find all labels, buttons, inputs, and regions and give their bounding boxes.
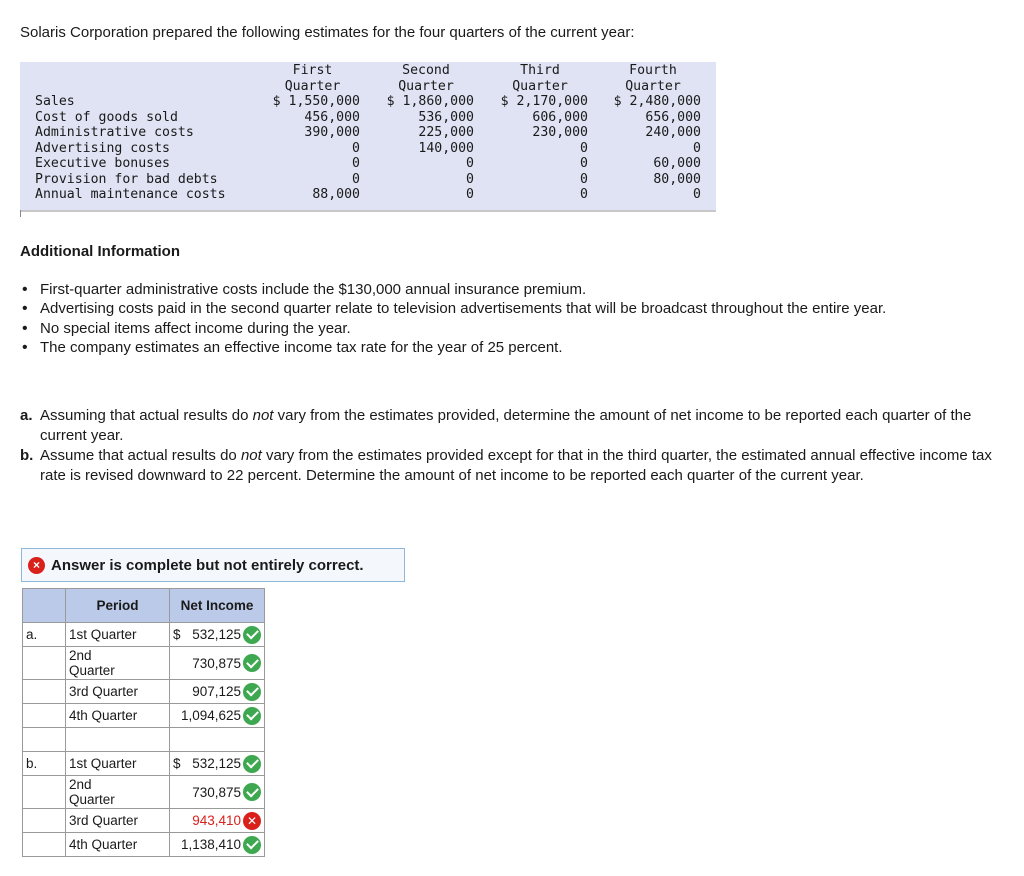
dollar-sign: $ — [173, 627, 181, 642]
blank-cell — [23, 833, 66, 857]
col-header-q1-line1: First — [292, 63, 333, 78]
table-row — [23, 647, 265, 680]
additional-info-title: Additional Information — [20, 243, 180, 260]
estimates-col-q3 — [492, 63, 588, 203]
spacer-row — [23, 728, 265, 752]
cell-q1-maintenance: 88,000 — [312, 187, 360, 202]
table-row — [23, 776, 265, 809]
net-income-cell[interactable] — [170, 704, 265, 728]
blank-cell — [66, 728, 170, 752]
cell-q1-bad-debts: 0 — [352, 171, 360, 187]
net-income-value: 1,138,410 — [180, 837, 241, 852]
cell-q4-bonuses: 60,000 — [653, 156, 701, 171]
col-header-q2-line2: Quarter — [398, 78, 454, 94]
cell-q1-cogs: 456,000 — [304, 109, 360, 125]
part-a-letter: a. — [23, 623, 66, 647]
cell-q2-sales: $ 1,860,000 — [386, 94, 474, 109]
question-b-letter: b. — [20, 447, 34, 464]
additional-info-list — [20, 280, 886, 357]
question-b-text-pre: Assume that actual results do — [40, 447, 241, 464]
cross-icon: ✕ — [243, 812, 261, 830]
cell-q3-bad-debts: 0 — [580, 171, 588, 187]
col-header-q1-line2: Quarter — [284, 78, 341, 94]
table-row — [23, 809, 265, 833]
net-income-cell[interactable] — [170, 752, 265, 776]
header-period: Period — [66, 589, 170, 623]
cell-q1-bonuses: 0 — [352, 156, 360, 171]
period-cell: 4th Quarter — [66, 704, 170, 728]
period-cell: 1st Quarter — [66, 623, 170, 647]
period-cell: 3rd Quarter — [66, 680, 170, 704]
check-icon — [243, 783, 261, 801]
blank-cell — [170, 728, 265, 752]
blank-cell — [23, 728, 66, 752]
cell-q4-cogs: 656,000 — [645, 109, 701, 125]
row-label-maintenance: Annual maintenance costs — [35, 187, 226, 202]
net-income-value: 730,875 — [192, 655, 241, 671]
cell-q4-maintenance: 0 — [693, 187, 701, 202]
col-header-q4-line1: Fourth — [629, 63, 677, 78]
cell-q3-maintenance: 0 — [580, 187, 588, 202]
cell-q2-maintenance: 0 — [466, 187, 474, 202]
estimates-table — [20, 62, 716, 218]
cell-q2-advertising: 140,000 — [418, 140, 474, 156]
estimates-labels — [35, 63, 226, 203]
cell-q1-sales: $ 1,550,000 — [272, 94, 360, 109]
table-row — [23, 704, 265, 728]
intro-text: Solaris Corporation prepared the following estimates for the four quarters of the current year: — [20, 24, 635, 41]
cell-q2-bad-debts: 0 — [466, 171, 474, 187]
blank-cell — [23, 809, 66, 833]
net-income-cell[interactable] — [170, 833, 265, 857]
col-header-q2-line1: Second — [402, 63, 450, 78]
additional-info-item: • Advertising costs paid in the second quarter relate to television advertisements that will be broadcast throughout the entire year. — [40, 299, 886, 318]
cell-q2-admin: 225,000 — [418, 125, 474, 140]
net-income-value: 907,125 — [192, 684, 241, 699]
questions — [20, 406, 1010, 486]
additional-info-item: • The company estimates an effective income tax rate for the year of 25 percent. — [40, 338, 886, 357]
cell-q3-admin: 230,000 — [532, 125, 588, 140]
header-blank — [23, 589, 66, 623]
question-a-text-post: vary from the estimates provided, determine the amount of net income to be reported each quarter of the current year. — [40, 407, 972, 444]
row-label-sales: Sales — [35, 94, 75, 109]
blank-cell — [23, 647, 66, 680]
table-row — [23, 680, 265, 704]
estimates-col-q4 — [605, 63, 701, 203]
net-income-value: 1,094,625 — [180, 708, 241, 723]
answer-header-row — [23, 589, 265, 623]
net-income-cell[interactable] — [170, 623, 265, 647]
answer-verdict-banner — [21, 548, 405, 582]
blank-cell — [23, 680, 66, 704]
row-label-cogs: Cost of goods sold — [35, 109, 178, 125]
check-icon — [243, 836, 261, 854]
cell-q1-advertising: 0 — [352, 140, 360, 156]
dollar-sign: $ — [173, 756, 181, 771]
period-cell: 3rd Quarter — [66, 809, 170, 833]
check-icon — [243, 755, 261, 773]
table-row — [23, 623, 265, 647]
period-cell: 4th Quarter — [66, 833, 170, 857]
question-a-emphasis: not — [252, 407, 274, 424]
blank-cell — [23, 776, 66, 809]
question-b-emphasis: not — [240, 447, 262, 464]
verdict-text: Answer is complete but not entirely correct. — [51, 556, 364, 574]
net-income-value: 943,410 — [192, 813, 241, 828]
additional-info-item: • First-quarter administrative costs include the $130,000 annual insurance premium. — [40, 280, 886, 299]
part-b-letter: b. — [23, 752, 66, 776]
period-cell — [66, 647, 170, 680]
table-row — [23, 833, 265, 857]
cell-q3-cogs: 606,000 — [532, 109, 588, 125]
net-income-cell[interactable] — [170, 809, 265, 833]
question-a — [20, 406, 1010, 446]
blank-cell — [23, 704, 66, 728]
cell-q4-sales: $ 2,480,000 — [613, 94, 701, 109]
estimates-col-q2 — [378, 63, 474, 203]
row-label-bonuses: Executive bonuses — [35, 156, 170, 171]
incorrect-x-icon: × — [28, 557, 45, 574]
net-income-value: 532,125 — [192, 756, 241, 771]
period-text: 2nd Quarter — [69, 648, 115, 678]
period-text: 2nd Quarter — [69, 777, 115, 807]
cell-q4-advertising: 0 — [693, 140, 701, 156]
cell-q1-admin: 390,000 — [304, 125, 360, 140]
col-header-q4-line2: Quarter — [625, 78, 681, 94]
cell-q3-advertising: 0 — [580, 140, 588, 156]
col-header-q3-line1: Third — [520, 63, 560, 78]
header-net-income: Net Income — [170, 589, 265, 623]
estimates-corner-mark — [20, 210, 21, 217]
additional-info-item: • No special items affect income during the year. — [40, 319, 886, 338]
answer-table — [22, 588, 265, 857]
period-cell: 1st Quarter — [66, 752, 170, 776]
check-icon — [243, 683, 261, 701]
question-b-text-post: vary from the estimates provided except for that in the third quarter, the estimated annual effective income tax rate is revised downward to 22 percent. Determine the amount of net income to be reported each quarter of the current year. — [40, 447, 992, 484]
cell-q3-bonuses: 0 — [580, 156, 588, 171]
check-icon — [243, 707, 261, 725]
check-icon — [243, 654, 261, 672]
estimates-col-q1 — [265, 63, 360, 203]
row-label-bad-debts: Provision for bad debts — [35, 171, 218, 187]
question-a-text-pre: Assuming that actual results do — [40, 407, 253, 424]
row-label-admin: Administrative costs — [35, 125, 194, 140]
net-income-cell[interactable] — [170, 647, 265, 680]
period-cell — [66, 776, 170, 809]
cell-q3-sales: $ 2,170,000 — [500, 94, 588, 109]
net-income-value: 730,875 — [192, 784, 241, 800]
cell-q4-bad-debts: 80,000 — [653, 171, 701, 187]
col-header-q3-line2: Quarter — [512, 78, 568, 94]
cell-q4-admin: 240,000 — [645, 125, 701, 140]
table-row — [23, 752, 265, 776]
net-income-value: 532,125 — [192, 627, 241, 642]
question-b — [20, 446, 1010, 486]
cell-q2-bonuses: 0 — [466, 156, 474, 171]
question-a-letter: a. — [20, 407, 33, 424]
row-label-advertising: Advertising costs — [35, 140, 170, 156]
net-income-cell[interactable] — [170, 776, 265, 809]
estimates-divider — [20, 210, 716, 212]
cell-q2-cogs: 536,000 — [418, 109, 474, 125]
net-income-cell[interactable] — [170, 680, 265, 704]
check-icon — [243, 626, 261, 644]
